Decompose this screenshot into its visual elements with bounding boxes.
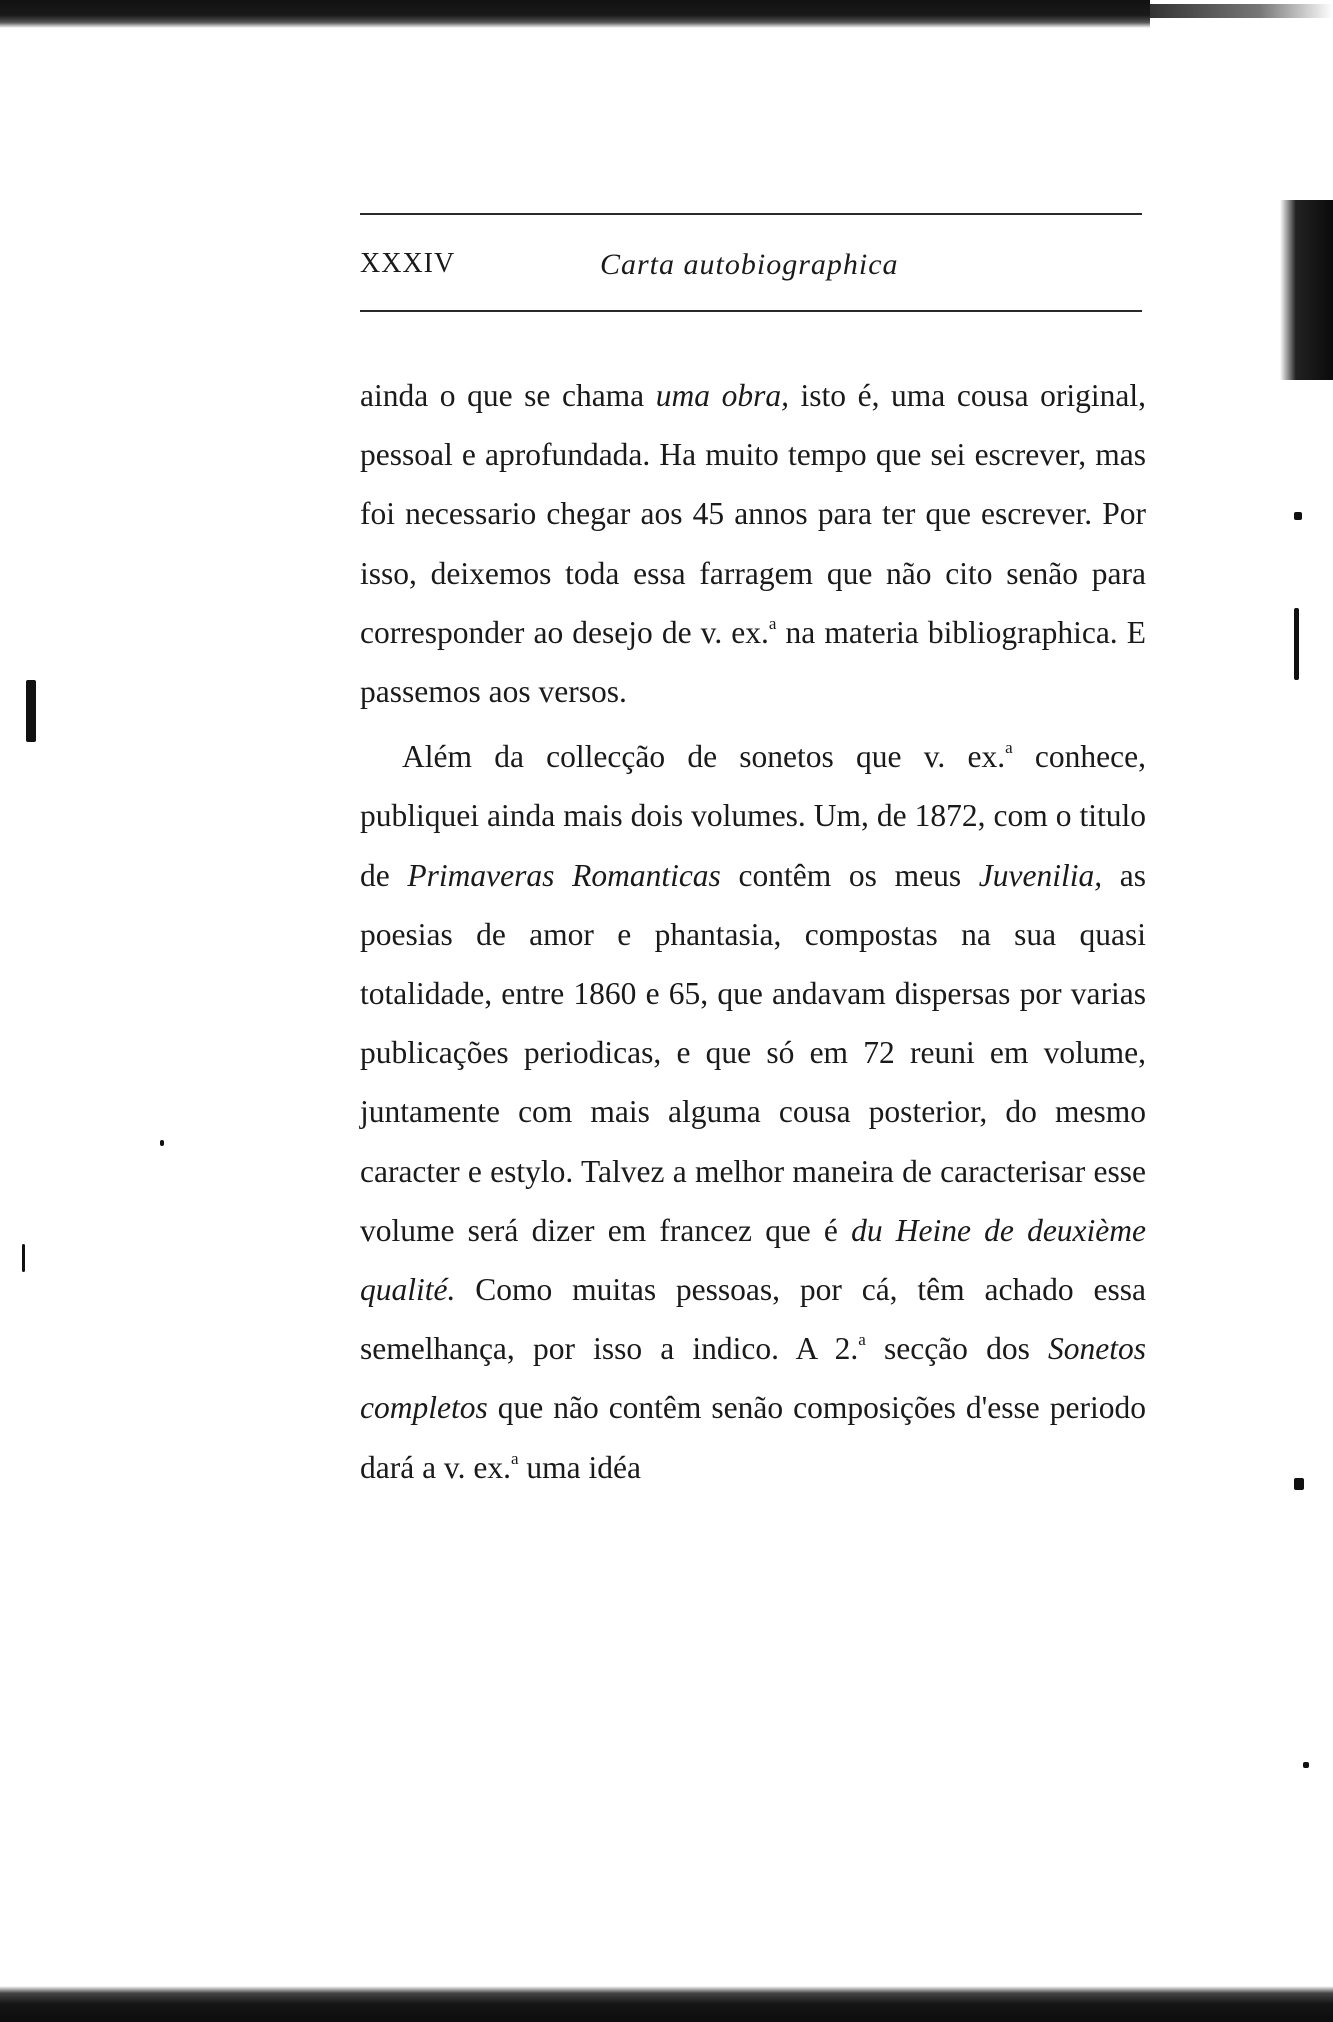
- text-run: contêm os meus: [720, 857, 979, 893]
- scan-speck: [26, 680, 36, 742]
- scan-speck: [1303, 1762, 1309, 1768]
- scan-border-bottom: [0, 1986, 1333, 2022]
- scan-border-top: [0, 0, 1150, 28]
- italic-text: Sonetos completos: [360, 1331, 1146, 1426]
- running-title: Carta autobiographica: [600, 248, 899, 281]
- italic-text: Primaveras Romanticas: [407, 857, 721, 893]
- italic-text: uma obra,: [655, 378, 789, 413]
- scan-speck: [1294, 512, 1302, 520]
- running-head: [360, 248, 1142, 292]
- text-run: secção dos: [865, 1331, 1048, 1367]
- page-number: XXXIV: [360, 248, 456, 279]
- scan-speck: [1294, 608, 1299, 680]
- italic-text: du Heine de deuxième qualité.: [360, 1212, 1146, 1308]
- superscript-a: a: [858, 1330, 866, 1350]
- italic-text: Juvenilia,: [978, 857, 1103, 893]
- header-rule-bottom: [360, 310, 1142, 312]
- superscript-a: a: [1005, 738, 1013, 758]
- scan-speck: [160, 1140, 164, 1146]
- text-run: conhece, publiquei ainda mais dois volumes. Um, de 1872, com o titulo de: [360, 739, 1146, 893]
- paragraph-1: [360, 366, 1146, 721]
- text-run: Como muitas pessoas, por cá, têm achado essa semelhança, por isso a indico. A 2.: [360, 1272, 1146, 1367]
- text-run: uma idéa: [518, 1449, 641, 1485]
- text-run: na materia bibliographica. E passemos aos versos.: [360, 614, 1146, 710]
- text-run: que não contêm senão composições d'esse periodo dará a v. ex.: [360, 1390, 1146, 1485]
- page-body: [360, 366, 1146, 1497]
- text-run: as poesias de amor e phantasia, compostas na sua quasi totalidade, entre 1860 e 65, que andavam dispersas por varias publicações periodicas, e que só em 72 reuni em volume, juntamente com mais alguma cousa posterior, do mesmo caracter e estylo. Talvez a melhor maneira de caracterisar esse volume será dizer em francez que é: [360, 857, 1147, 1248]
- text-run: isto é, uma cousa original, pessoal e aprofundada. Ha muito tempo que sei escrever, mas foi necessario chegar aos 45 annos para ter que escrever. Por isso, deixemos toda essa farragem que não cito senão para corresponder ao desejo de v. ex.: [360, 378, 1146, 650]
- scan-edge-right: [1280, 200, 1333, 380]
- text-run: Além da collecção de sonetos que v. ex.: [402, 739, 1006, 775]
- superscript-a: a: [768, 613, 777, 633]
- superscript-a: a: [511, 1448, 519, 1468]
- text-run: ainda o que se chama: [360, 378, 656, 413]
- paragraph-2: [360, 727, 1146, 1497]
- scan-border-top-tail: [1150, 4, 1333, 18]
- scan-speck: [1294, 1478, 1304, 1490]
- header-rule-top: [360, 213, 1142, 215]
- scan-speck: [22, 1244, 25, 1272]
